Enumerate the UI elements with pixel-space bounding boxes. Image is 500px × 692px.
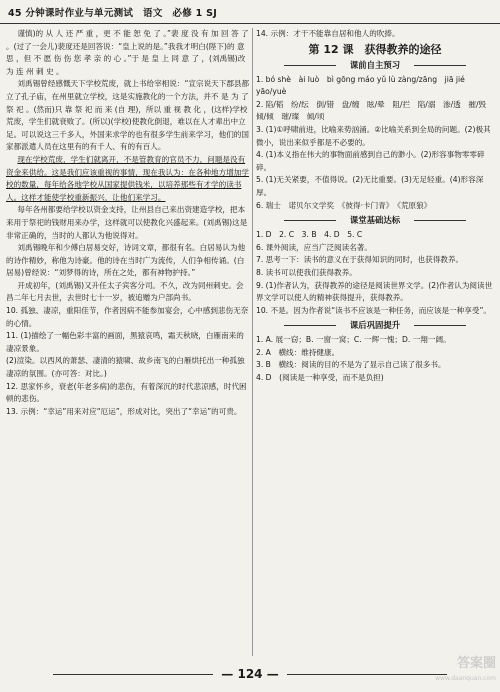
consolidation-item-3: 3. B 横线：阅读的目的不是为了显示自己读了很多书。 [256,360,446,370]
left-column [6,28,250,656]
preview-item-1: 1. bó shè ài luò bì gōng máo yǔ lù zàng/zāng jiā jié yāo/yuè [256,74,465,97]
left-item-12: 12. 思家怀乡，衰老(年老多病)的悲伤，有着深沉的时代悲凉感，时代困顿的悲伤。 [6,381,247,404]
section-title-preview: 课前自主预习 [256,59,494,72]
right-column [256,28,494,656]
watermark-text: 答案圈 [456,656,496,671]
classroom-item-3: 7. 思考一下：读书的意义在于获得知识的同时，也获得教养。 [256,255,464,265]
left-paragraph-5: 刘禹锡晚年和少傅白居易交好，诗词文章，都很有名。白居易认为他的诗作精妙，称他为诗豪。他的诗在当时广为流传，人们争相传诵。(白居易)曾经说：“刘梦得的诗，所在之处，都有神物护持。” [6,243,246,278]
preview-item-3: 3. (1)①呼啸前进，比喻来势汹涌。②比喻关系到全局的问题。(2)极其微小，说出来似乎都是不必要的。 [256,124,491,147]
left-item-11-2: (2)渲染。以西风的萧瑟、凄清的猿啸、故乡南飞的白雁烘托出一种孤独凄凉的氛围。(亦可答：对比。) [6,356,245,379]
watermark-logo [404,656,496,690]
left-paragraph-6: 开成初年，(刘禹锡)又升任太子宾客分司。不久，改为同州刺史。会昌二年七月去世，去世时七十一岁，被追赠为户部尚书。 [6,280,244,303]
lesson-title: 第 12 课 获得教养的途径 [308,42,442,56]
left-item-11: 11. (1)描绘了一幅色彩丰富的画面，黑猿哀鸣，霜天秋晓，白雁南来的凄凉景象。 [6,331,244,353]
classroom-item-1: 1. D 2. C 3. B 4. D 5. C [256,230,363,240]
consolidation-item-4: 4. D (阅读是一种享受，而不是负担) [256,373,384,383]
watermark-url: www.daanquan.com [435,675,496,682]
preview-item-4: 4. (1)本义指在伟大的事物面前感到自己的渺小。(2)形容事物零零碎碎。 [256,150,485,172]
classroom-item-2: 6. 课外阅读，应当广泛阅读名著。 [256,242,372,252]
column-divider [252,28,253,656]
left-paragraph-2: 刘禹锡曾经感慨天下学校荒废，就上书给宰相说：“宣宗说天下郡县都立了孔子庙，在州里就立学校，这是实施教化的一个方法，并不 是 为 了 祭 祀 。(然而)只 靠 祭 祀 而 来 (自 理)，所以 重 视 教 化 ，(这样)学校荒废，学生们就衰败了。(所以)(学校)使教化倒退，难以在人才辈出中立足。可以说这三千多人，外国来求学的也有很多学生前来学习，他们的国家都派遣人员在这里有的有千人、有的有百人。 [6,79,250,152]
consolidation-item-1: 1. A. 展一窃；B. 一窗一窝；C. 一辉一愧；D. 一翔一阔。 [256,335,451,345]
header-text: 45 分钟课时作业与单元测试 语文 必修 1 SJ [8,7,218,19]
page-number-text: — 124 — [221,667,279,681]
right-item-14: 14. 示例：才干不能靠自居和他人的吹捧。 [256,29,400,38]
classroom-item-6: 10. 不是。因为作者说“读书不应该是一种任务，而应该是一种享受”。 [256,305,491,315]
preview-item-5: 5. (1)无关紧要，不值得说。(2)无比重要。(3)无足轻重。(4)形容深厚。 [256,175,484,197]
left-item-13: 13. 示例：“幸运”用来对应“厄运”，形成对比，突出了“幸运”的可贵。 [6,406,242,416]
left-paragraph-4: 每年各州都要给学校以资金支持，让州县自己来出资建造学校，把本来用于祭祀的钱财用来办学，这样就可以使教化兴盛起来。(刘禹锡)这是非常正确的，当时的人都认为他说得对。 [6,205,248,240]
left-item-10: 10. 孤独、凄凉，重阳佳节，作者因病不能参加宴会，心中感到悲伤无奈的心情。 [6,306,249,328]
classroom-item-5: 9. (1)作者认为，获得教养的途径是阅读世界文学。(2)作者认为阅读世界文学可以使人的精神获得提升，获得教养。 [256,280,493,303]
section-title-consolidation: 课后巩固提升 [256,319,494,332]
left-paragraph-3: 现在学校荒废，学生们就离开，不是管教育的官员不力，问题是没有资金来供给。这是我们应该重视的事情，现在我认为：在各种地方增加学校的数量，每年给各地学校从国家提供钱米，以培养那些有才学的读书人。这样才能使学校重新振兴，让他们来学习。 [6,154,249,202]
consolidation-item-2: 2. A 横线：维持健康。 [256,347,340,357]
preview-item-2: 2. 陷/韬 纷/纭 倒/错 盘/缠 眩/晕 阻/拦 陷/溺 渗/透 摧/毁 倾/倾 璀/璨 倾/顷 [256,99,494,122]
section-title-classroom: 课堂基础达标 [256,214,494,227]
page-header [0,0,500,24]
left-paragraph-1: 谨慎)的 从 人 还 严 重 ，更 不 能 恕 免 了 。”裴 度 没 有 加 回 答 了 。(过了一会儿)裴度还是回答说：“皇上说的是。”我我才明白(陛下)的 意 思 ，但 不 愿 伤 伤 您 孝 亲 的 心 。”于 是 皇 上 同 意 了 ，(刘禹锡)改 为 连 州 刺 史 。 [6,29,249,76]
classroom-item-4: 8. 读书可以使我们获得教养。 [256,267,357,277]
preview-item-6: 6. 瑞士 诺贝尔文学奖 《彼得·卡门青》 《荒原狼》 [256,200,432,210]
